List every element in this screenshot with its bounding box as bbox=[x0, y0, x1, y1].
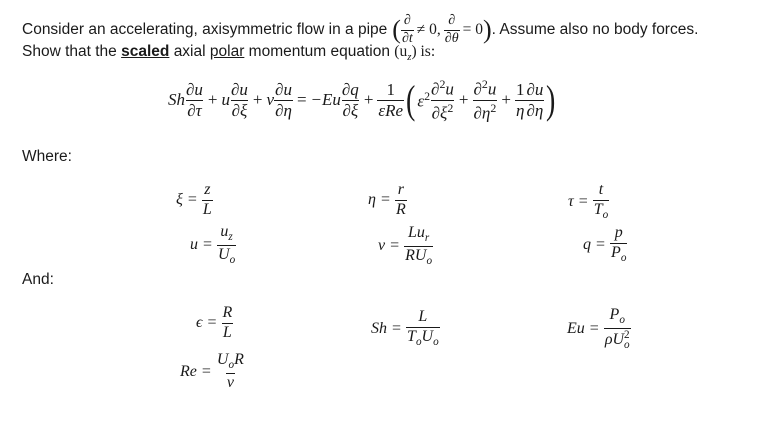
def-xi: ξ = $\frac{z}{L}$ bbox=[176, 181, 212, 218]
du-dtau: $\frac{\partial u}{\partial\tau}$ bbox=[186, 79, 203, 120]
def-v: v = $\frac{Lu_r}{RU_o}$ bbox=[378, 224, 433, 268]
partial-t-fraction: $\frac{\partial}{\partial t}$ bbox=[401, 13, 413, 46]
du-deta: $\frac{\partial u}{\partial\eta}$ bbox=[275, 79, 292, 120]
def-u: u = $\frac{u_z}{U_o}$ bbox=[190, 223, 236, 267]
one-over-eta: $\frac{1}{\eta}$ bbox=[515, 79, 525, 120]
def-q: q = $\frac{p}{P_o}$ bbox=[583, 224, 627, 264]
d2u-deta2: $\frac{\partial^2u}{\partial\eta^2}$ bbox=[473, 77, 497, 123]
du-deta-b: $\frac{\partial u}{\partial\eta}$ bbox=[526, 79, 544, 120]
def-Sh: Sh = $\frac{L}{T_oU_o}$ bbox=[371, 308, 439, 348]
partial-theta-fraction: $\frac{\partial}{\partial\theta}$ bbox=[444, 13, 459, 46]
dq-dxi: $\frac{\partial q}{\partial\xi}$ bbox=[341, 79, 359, 120]
polar-word: polar bbox=[209, 43, 245, 60]
momentum-equation: Sh $\frac{\partial u}{\partial\tau}$ + u $\frac{\partial u}{\partial\xi}$ + v $\frac{\partial u}{\partial\eta}$ = −Eu $\frac{\partial q}{\partial\xi}$ + $\frac{1}{\text{εRe}}$ ( $\varepsilon^2$ $\frac{\partial^2u}{\partial\xi^2}$ + $\frac{\partial^2u}{\partial\eta^2}$ + $\frac{1}{\eta}$ $\frac{\partial u}{\partial\eta}$ ) bbox=[168, 77, 556, 123]
def-Re: Re = $\frac{U_oR}{\nu}$ bbox=[180, 351, 244, 391]
def-tau: τ = $\frac{t}{T_o}$ bbox=[568, 181, 609, 221]
intro-line-1 bbox=[22, 14, 698, 46]
du-dxi: $\frac{\partial u}{\partial\xi}$ bbox=[231, 79, 248, 120]
intro-line-2: Show that the scaled axial polar momentum equation $(u_z)$ is: bbox=[22, 43, 436, 64]
intro-text-b: . Assume also no body forces. bbox=[491, 21, 699, 39]
eps-squared: $\varepsilon^2$ bbox=[417, 88, 431, 111]
big-paren-open: ( bbox=[406, 77, 416, 122]
paren-close: ) bbox=[482, 15, 492, 45]
d2u-dxi2: $\frac{\partial^2u}{\partial\xi^2}$ bbox=[431, 77, 454, 123]
paren-open: ( bbox=[392, 15, 401, 45]
scaled-word: scaled bbox=[121, 43, 170, 60]
where-label: Where: bbox=[22, 148, 72, 165]
def-epsilon: ϵ = $\frac{R}{L}$ bbox=[196, 304, 233, 341]
not-equal-zero: ≠ 0, bbox=[416, 21, 441, 39]
big-paren-close: ) bbox=[546, 77, 556, 122]
uz-variable: $(u_z)$ is: bbox=[394, 43, 436, 64]
def-Eu: Eu = $P_o$ ρU 2 o bbox=[567, 306, 630, 352]
intro-text-a: Consider an accelerating, axisymmetric flow in a pipe bbox=[22, 21, 388, 39]
and-label: And: bbox=[22, 271, 54, 288]
def-eta: η = $\frac{r}{R}$ bbox=[368, 181, 406, 218]
one-over-epsRe: $\frac{1}{\text{εRe}}$ bbox=[378, 79, 404, 120]
equals-zero: = 0 bbox=[462, 21, 483, 39]
